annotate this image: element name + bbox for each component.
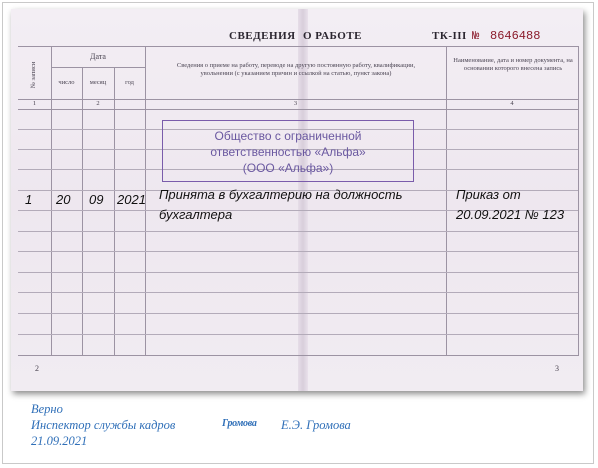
col-divider-right [578,46,579,356]
col-date: Дата [90,52,106,61]
work-book-spread [11,9,583,391]
table-bottom-border [18,355,578,356]
table-top-border [18,46,578,47]
section-title-right: О РАБОТЕ [303,30,362,42]
row-line [18,292,578,293]
number-sign: № [472,29,480,43]
idx-1: 1 [32,100,37,107]
row-line [18,334,578,335]
section-title-left: СВЕДЕНИЯ [229,30,296,42]
entry-day: 20 [56,192,71,207]
col-divider-1 [51,46,52,356]
page-number-left: 2 [35,364,39,373]
certification-position: Инспектор службы кадров [31,418,176,432]
row-line [18,251,578,252]
col-year: год [125,79,134,86]
row-line [18,313,578,314]
handwritten-signature: Громова [222,418,257,429]
entry-year: 2021 [117,192,146,207]
row-line [18,231,578,232]
col-basis: Наименование, дата и номер документа, на основании которого внесена запись [453,57,573,72]
certification-signer: Е.Э. Громова [281,418,351,432]
idx-2: 2 [96,100,100,107]
entry-record-no: 1 [25,192,33,207]
series-code: ТК-III [432,30,467,42]
entry-basis-line-1: Приказ от [456,187,521,202]
row-line [18,272,578,273]
col-info: Сведения о приеме на работу, переводе на другую постоянную работу, квалификации, увольнении (с указанием причин и ссылкой на статью, пункт закона) [176,62,416,77]
organization-stamp [162,120,414,182]
col-month: месяц [89,79,107,86]
col-day: число [58,79,75,86]
certification-date: 21.09.2021 [31,434,88,448]
entry-info-line-1: Принята в бухгалтерию на должность [159,187,403,202]
serial-number: 8646488 [490,29,541,43]
stamp-line-1: Общество с ограниченной [214,129,362,143]
entry-month: 09 [89,192,104,207]
certification-verno: Верно [31,402,63,416]
page-number-right: 3 [555,364,559,373]
index-row-border [18,109,578,110]
stamp-line-2: ответственностью «Альфа» [210,145,366,159]
col-record-no: № записи [30,61,37,89]
entry-info-line-2: бухгалтера [159,207,233,222]
entry-basis-line-2: 20.09.2021 № 123 [456,207,565,222]
idx-3: 3 [293,100,298,107]
col-divider-5 [446,46,447,356]
idx-4: 4 [510,100,514,107]
stamp-line-3: (ООО «Альфа») [242,161,334,175]
date-subheader-line [51,67,145,68]
